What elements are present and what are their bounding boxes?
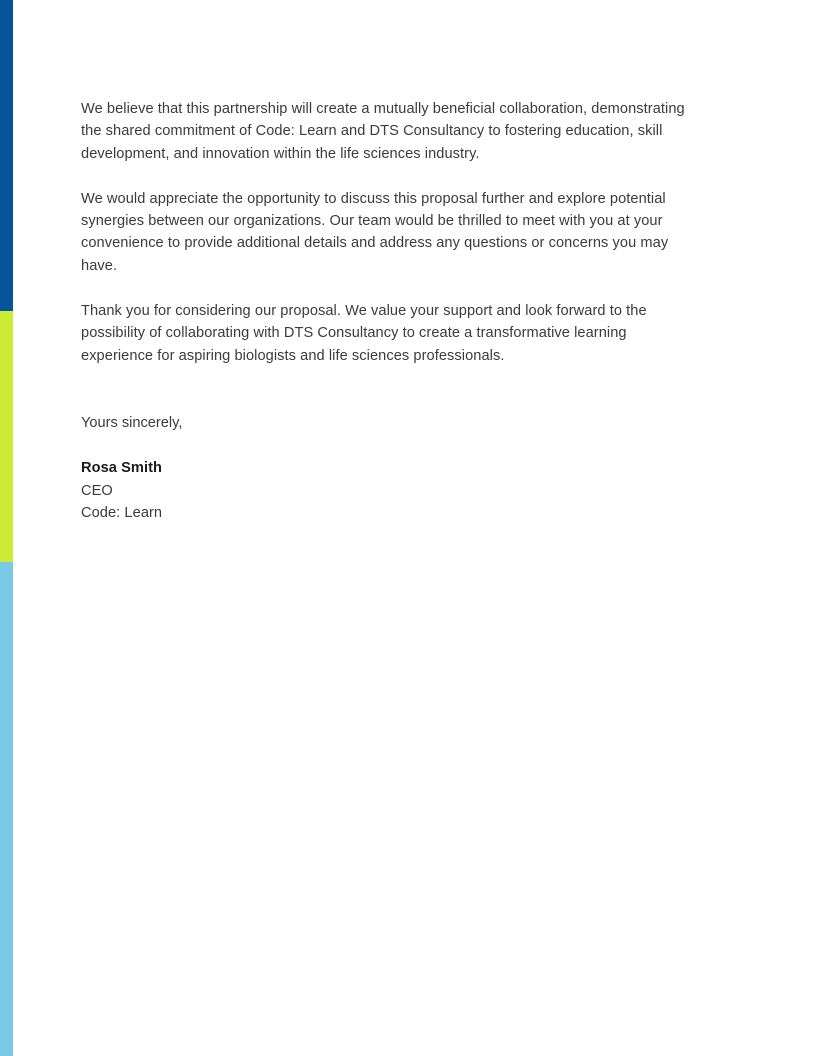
letter-paragraph-3: Thank you for considering our proposal. We value your support and look forward to the possibility of collaborating with DTS Consultancy to create a transformative learning experience for aspiring biologists and life sciences professionals. [81, 303, 647, 364]
accent-segment-sky [0, 562, 13, 1056]
letter-paragraph-1: We believe that this partnership will create a mutually beneficial collaboration, demonstrating the shared commitment of Code: Learn and DTS Consultancy to fostering education, skill development, and innovation within the life sciences industry. [81, 101, 685, 162]
letter-body [81, 98, 693, 524]
letter-paragraph-2: We would appreciate the opportunity to discuss this proposal further and explore potential synergies between our organizations. Our team would be thrilled to meet with you at your convenience to provide additional details and address any questions or concerns you may have. [81, 190, 669, 274]
signature-block [81, 434, 693, 524]
left-accent-bar [0, 0, 13, 1056]
letter-closing: Yours sincerely, [81, 414, 183, 431]
accent-segment-green [0, 311, 13, 562]
signature-organization: Code: Learn [81, 504, 163, 521]
signature-title: CEO [81, 482, 113, 499]
signature-name: Rosa Smith [81, 460, 163, 477]
accent-segment-blue [0, 0, 13, 311]
